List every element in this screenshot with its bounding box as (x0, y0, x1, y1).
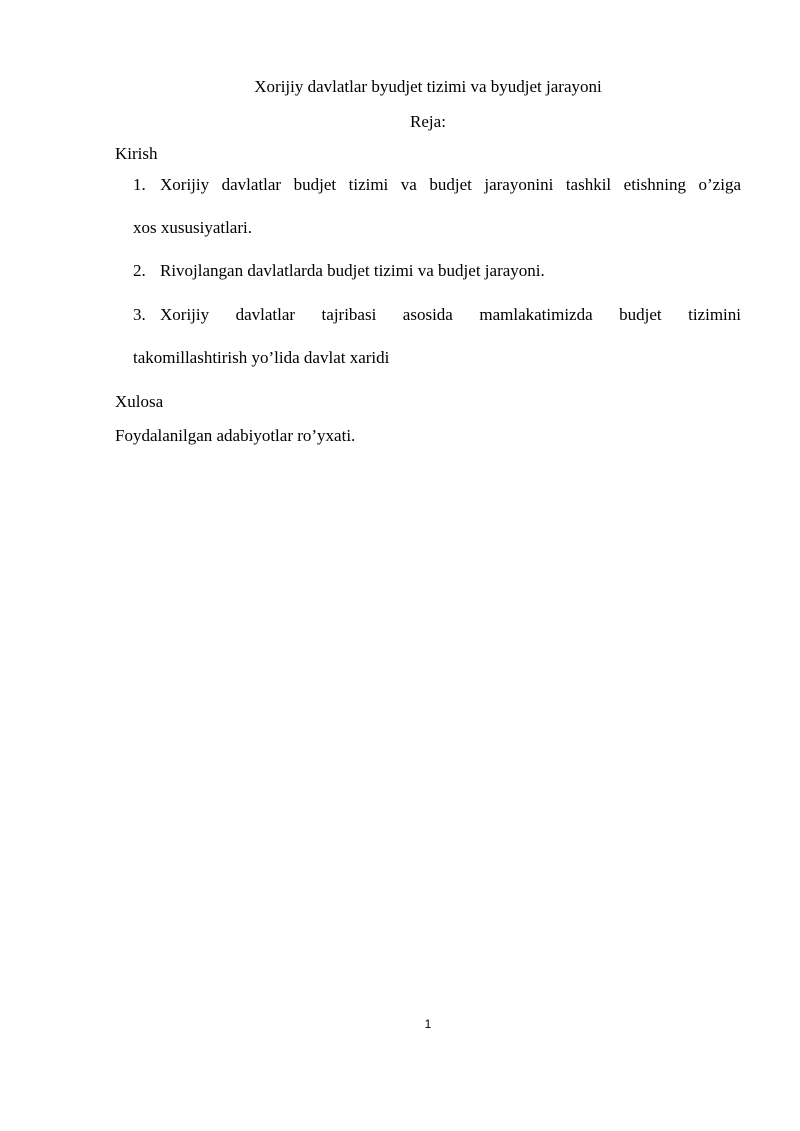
plan-item-1 (133, 174, 741, 237)
plan-heading: Reja: (410, 112, 446, 131)
plan-item-3-number: 3. (133, 305, 146, 324)
plan-item-2-number: 2. (133, 261, 146, 280)
page-number: 1 (424, 1017, 432, 1031)
plan-item-2-text: Rivojlangan davlatlarda budjet tizimi va budjet jarayoni. (160, 261, 545, 280)
plan-item-1-line-1 (133, 174, 741, 196)
plan-item-3-line-2: takomillashtirish yo’lida davlat xaridi (133, 348, 390, 367)
conclusion-label: Xulosa (115, 392, 164, 411)
plan-item-2 (133, 260, 741, 282)
plan-item-3 (133, 304, 741, 367)
introduction-label: Kirish (115, 144, 158, 163)
plan-item-2-line-1 (133, 260, 741, 282)
plan-item-3-text: Xorijiy davlatlar tajribasi asosida mamlakatimizda budjet tizimini (160, 305, 741, 324)
plan-item-1-number: 1. (133, 175, 146, 194)
plan-item-3-line-1 (133, 304, 741, 326)
plan-item-1-line-2: xos xususiyatlari. (133, 218, 252, 237)
references-label: Foydalanilgan adabiyotlar ro’yxati. (115, 426, 356, 445)
document-title: Xorijiy davlatlar byudjet tizimi va byudjet jarayoni (254, 77, 602, 96)
plan-item-1-text: Xorijiy davlatlar budjet tizimi va budjet jarayonini tashkil etishning o’ziga (160, 175, 741, 194)
